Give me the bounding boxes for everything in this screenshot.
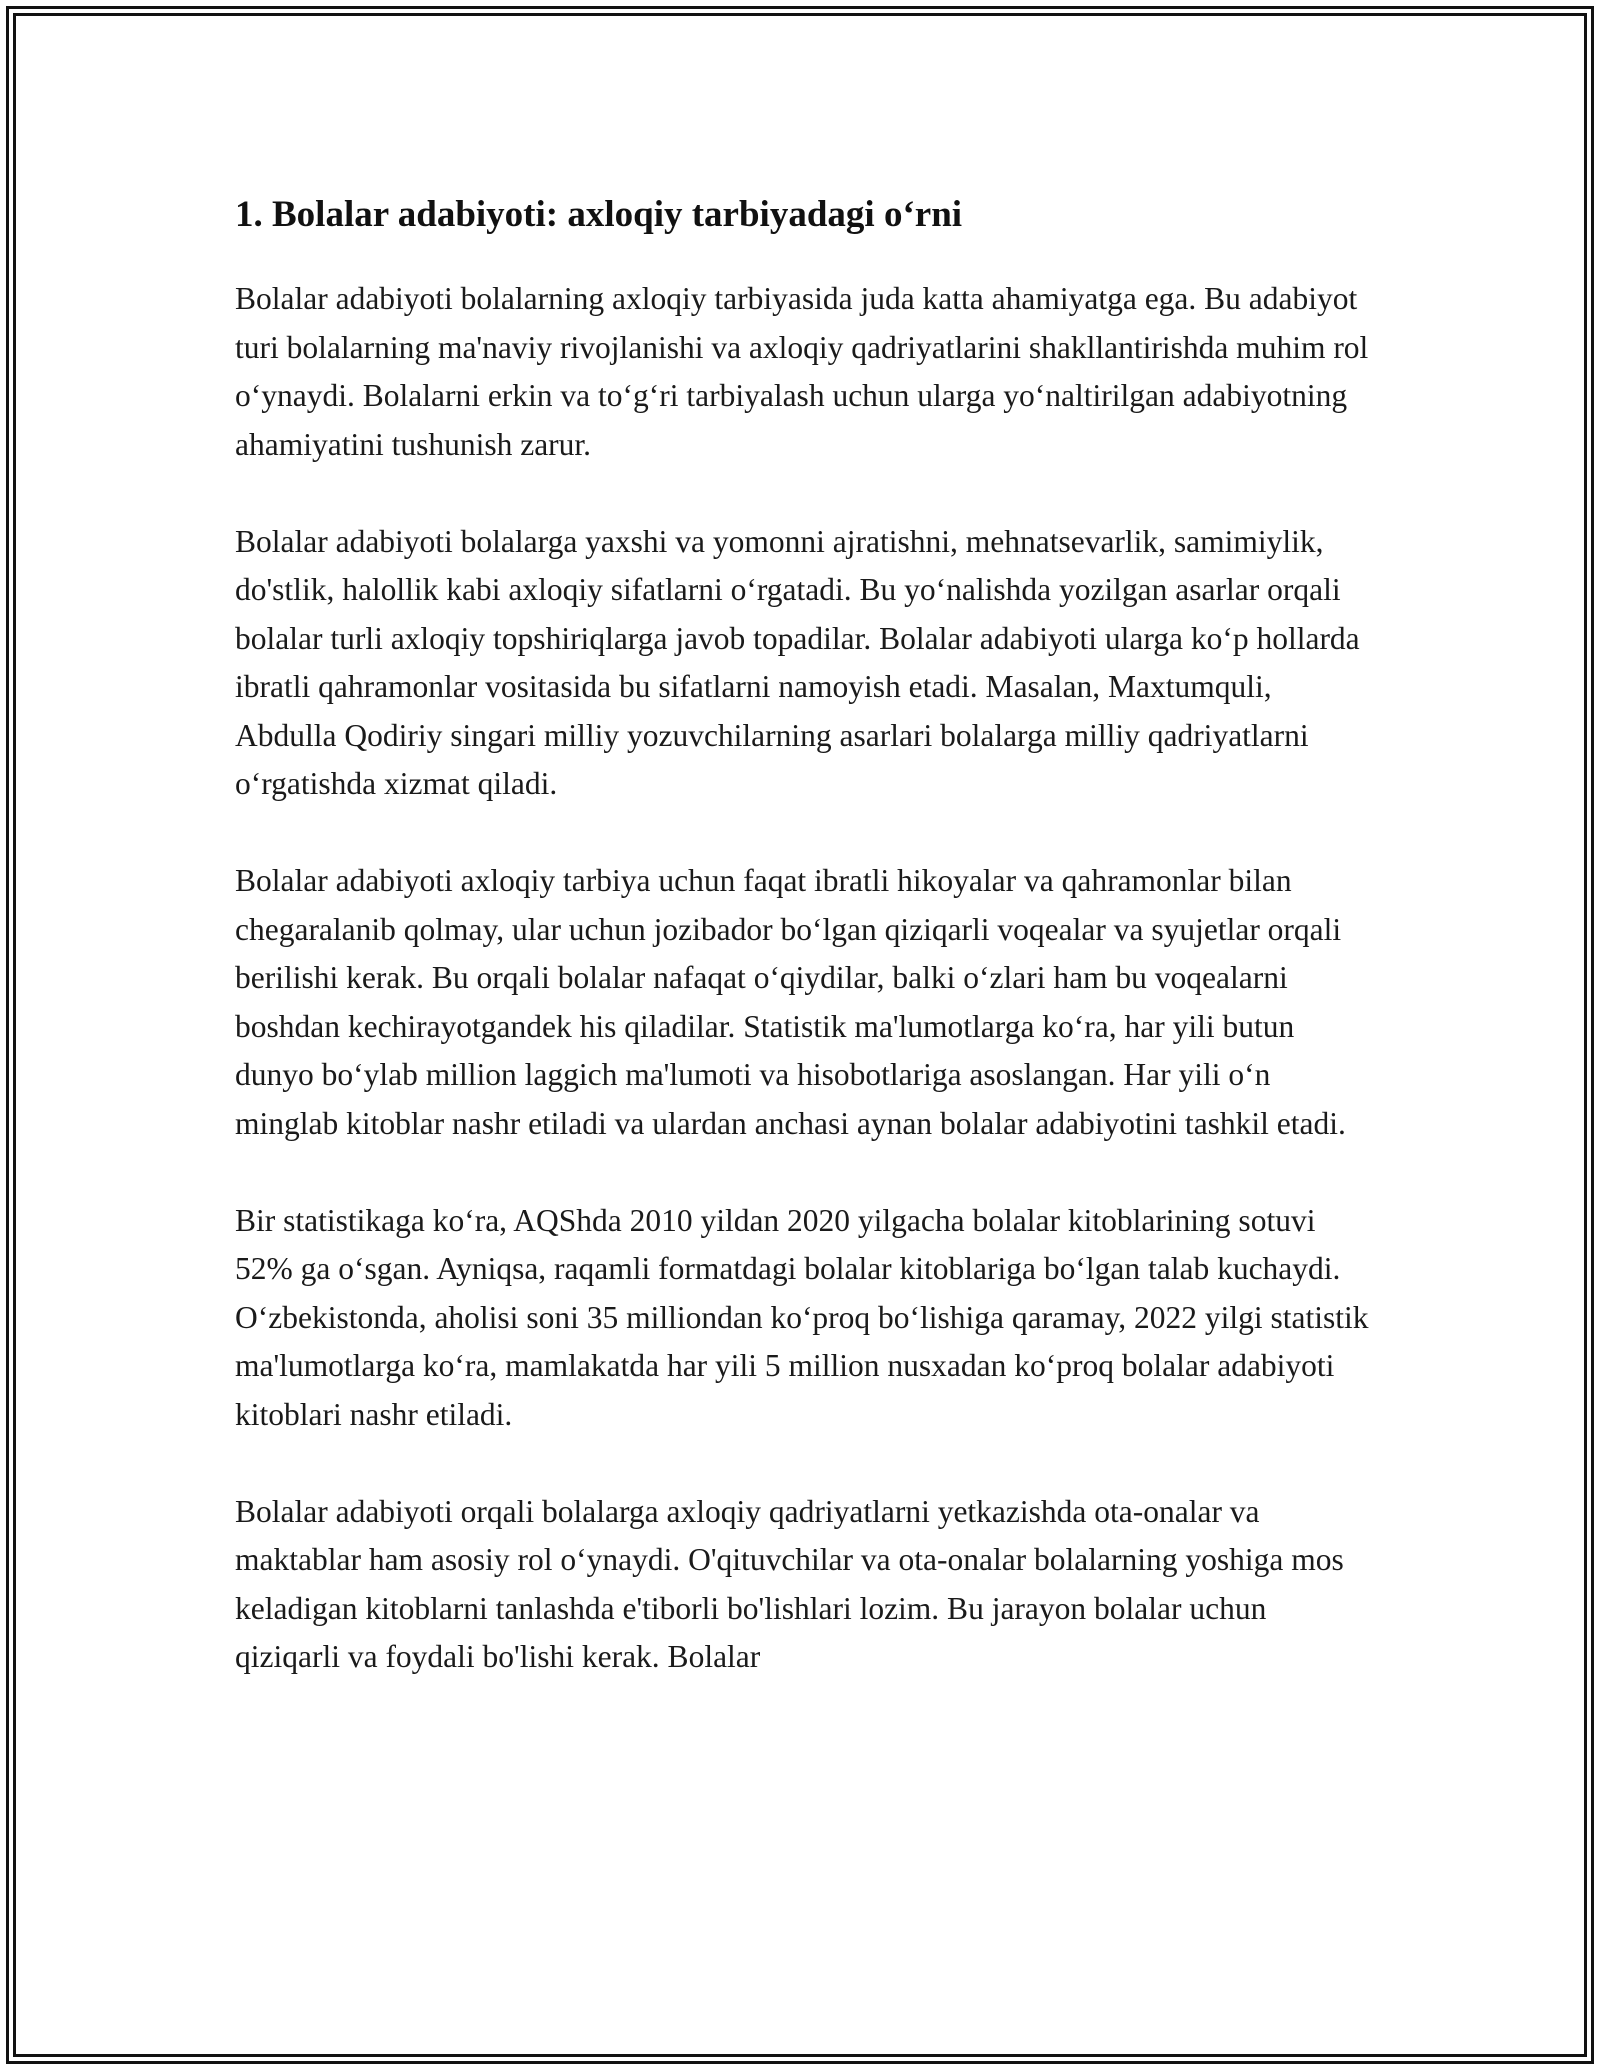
- section-heading: 1. Bolalar adabiyoti: axloqiy tarbiyadagi o‘rni: [235, 194, 963, 235]
- paragraph-5: Bolalar adabiyoti orqali bolalarga axloqiy qadriyatlarni yetkazishda ota-onalar va maktablar ham asosiy rol o‘ynaydi. O'qituvchilar va ota-onalar bolalarning yoshiga mos keladigan kitoblarni tanlashda e'tiborli bo'lishlari lozim. Bu jarayon bolalar uchun qiziqarli va foydali bo'lishi kerak. Bolalar: [235, 1493, 1344, 1674]
- paragraph-1: Bolalar adabiyoti bolalarning axloqiy tarbiyasida juda katta ahamiyatga ega. Bu adabiyot turi bolalarning ma'naviy rivojlanishi va axloqiy qadriyatlarini shakllantirishda muhim rol o‘ynaydi. Bolalarni erkin va to‘g‘ri tarbiyalash uchun ularga yo‘naltirilgan adabiyotning ahamiyatini tushunish zarur.: [235, 281, 1369, 462]
- paragraph-3: Bolalar adabiyoti axloqiy tarbiya uchun faqat ibratli hikoyalar va qahramonlar bilan chegaralanib qolmay, ular uchun jozibador bo‘lgan qiziqarli voqealar va syujetlar orqali berilishi kerak. Bu orqali bolalar nafaqat o‘qiydilar, balki o‘zlari ham bu voqealarni boshdan kechirayotgandek his qiladilar. Statistik ma'lumotlarga ko‘ra, har yili butun dunyo bo‘ylab million laggich ma'lumoti va hisobotlariga asoslangan. Har yili o‘n minglab kitoblar nashr etiladi va ulardan anchasi aynan bolalar adabiyotini tashkil etadi.: [235, 863, 1346, 1141]
- paragraph-2: Bolalar adabiyoti bolalarga yaxshi va yomonni ajratishni, mehnatsevarlik, samimiylik, do'stlik, halollik kabi axloqiy sifatlarni o‘rgatadi. Bu yo‘nalishda yozilgan asarlar orqali bolalar turli axloqiy topshiriqlarga javob topadilar. Bolalar adabiyoti ularga ko‘p hollarda ibratli qahramonlar vositasida bu sifatlarni namoyish etadi. Masalan, Maxtumquli, Abdulla Qodiriy singari milliy yozuvchilarning asarlari bolalarga milliy qadriyatlarni o‘rgatishda xizmat qiladi.: [235, 523, 1360, 801]
- paragraph-4: Bir statistikaga ko‘ra, AQShda 2010 yildan 2020 yilgacha bolalar kitoblarining sotuvi 52% ga o‘sgan. Ayniqsa, raqamli formatdagi bolalar kitoblariga bo‘lgan talab kuchaydi. O‘zbekistonda, aholisi soni 35 milliondan ko‘proq bo‘lishiga qaramay, 2022 yilgi statistik ma'lumotlarga ko‘ra, mamlakatda har yili 5 million nusxadan ko‘proq bolalar adabiyoti kitoblari nashr etiladi.: [235, 1202, 1369, 1432]
- document-body: [235, 185, 1375, 1730]
